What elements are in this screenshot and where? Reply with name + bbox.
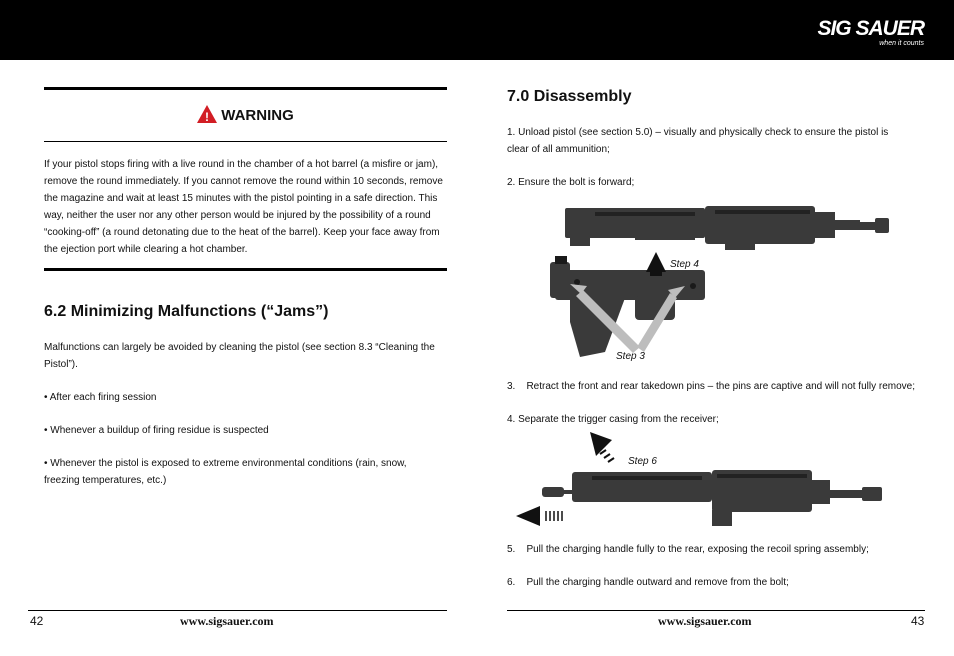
page-number-left: 42 <box>30 614 44 628</box>
step-4-label: Step 4 <box>670 259 699 270</box>
footer-url-right[interactable]: www.sigsauer.com <box>658 614 752 628</box>
step-3-label: Step 3 <box>616 351 645 362</box>
disassembly-illustration-lower <box>512 432 907 532</box>
warning-label: WARNING <box>221 107 294 124</box>
bullet-item: • Whenever the pistol is exposed to extreme environmental conditions (rain, snow, freezing temperatures, etc.) <box>44 458 407 486</box>
disassembly-illustration-upper <box>525 202 905 370</box>
section-title-7-0: 7.0 Disassembly <box>507 88 632 105</box>
warning-text: If your pistol stops firing with a live round in the chamber of a hot barrel (a misfire or jam), remove the round immediately. If you cannot remove the round within 10 seconds, remove the magazine and wait at least 15 minutes with the pistol pointing in a safe direction. This way, neither the user nor any other person would be injured by the possibility of a round “cooking-off” (a round detonating due to the heat of the barrel). Keep your face away from the ejection port while clearing a hot chamber. <box>44 159 443 255</box>
step-4-text: 4. Separate the trigger casing from the receiver; <box>507 414 719 425</box>
step-6-label: Step 6 <box>628 456 657 467</box>
warning-bottom-rule <box>44 268 447 271</box>
page-number-right: 43 <box>911 614 925 628</box>
step-1-text: 1. Unload pistol (see section 5.0) – visually and physically check to ensure the pistol is clear of all ammunition; <box>507 127 889 155</box>
brand-tagline: when it counts <box>879 40 924 47</box>
section-title-6-2: 6.2 Minimizing Malfunctions (“Jams”) <box>44 303 329 320</box>
footer-rule-left <box>28 610 447 611</box>
step-3-text: 3. Retract the front and rear takedown pins – the pins are captive and will not fully remove; <box>507 381 915 392</box>
bullet-item: • After each firing session <box>44 392 157 403</box>
malfunction-intro: Malfunctions can largely be avoided by cleaning the pistol (see section 8.3 “Cleaning the Pistol”). <box>44 342 435 370</box>
step-6-text: 6. Pull the charging handle outward and remove from the bolt; <box>507 577 789 588</box>
warning-triangle-icon <box>197 105 217 127</box>
warning-box <box>44 87 447 141</box>
warning-title-rule <box>44 141 447 142</box>
brand-name: SIG SAUER <box>817 17 924 40</box>
svg-text:!: ! <box>205 110 210 123</box>
warning-title <box>44 105 447 127</box>
header-bar <box>0 0 954 60</box>
sig-sauer-logo <box>817 18 924 48</box>
footer-rule-right <box>507 610 925 611</box>
step-2-text: 2. Ensure the bolt is forward; <box>507 177 635 188</box>
bullet-item: • Whenever a buildup of firing residue is suspected <box>44 425 269 436</box>
step-5-text: 5. Pull the charging handle fully to the rear, exposing the recoil spring assembly; <box>507 544 869 555</box>
footer-url-left[interactable]: www.sigsauer.com <box>180 614 274 628</box>
